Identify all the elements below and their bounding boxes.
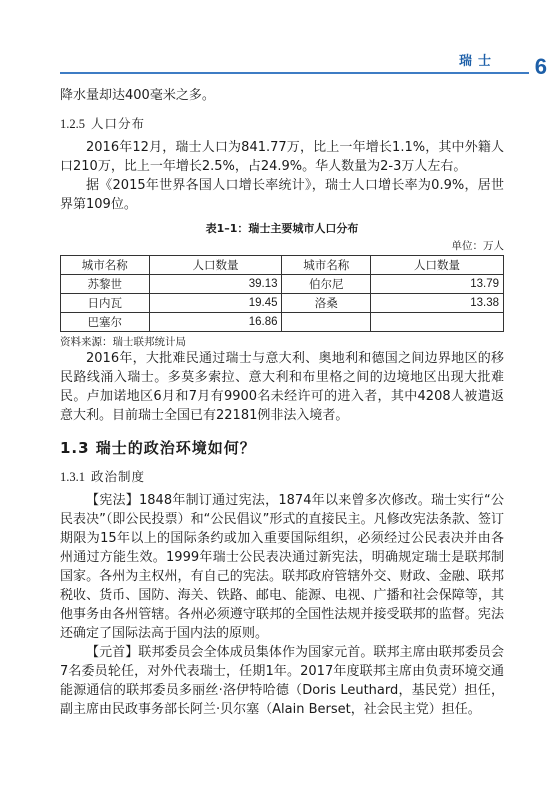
column-header: 城市名称: [61, 256, 150, 275]
page-number: 6: [534, 54, 547, 79]
table-row: [61, 313, 504, 332]
running-title: 瑞士: [458, 54, 497, 69]
population-value: 19.45: [149, 294, 282, 313]
heading-number: 1.2.5: [60, 117, 85, 131]
table-row: [61, 294, 504, 313]
heading-1-3-1: [60, 467, 504, 485]
heading-text: 人口分布: [91, 116, 146, 131]
paragraph-growth-rate: 据《2015年世界各国人口增长率统计》，瑞士人口增长率为0.9%，居世界第109位。: [60, 178, 504, 212]
table-header-row: [61, 256, 504, 275]
paragraph-population: 2016年12月，瑞士人口为841.77万，比上一年增长1.1%，其中外籍人口210万，比上一年增长2.5%，占24.9%。华人数量为2-3万人左右。: [60, 140, 504, 174]
population-value: 39.13: [149, 275, 282, 294]
population-value: [371, 313, 504, 332]
page-header: [0, 40, 559, 80]
column-header: 人口数量: [371, 256, 504, 275]
header-rule: [60, 72, 529, 74]
population-value: 16.86: [149, 313, 282, 332]
city-name: 伯尔尼: [282, 275, 371, 294]
city-name: 洛桑: [282, 294, 371, 313]
heading-text: 政治制度: [91, 469, 146, 484]
heading-1-3: 1.3 瑞士的政治环境如何？: [60, 439, 256, 457]
table-source: 资料来源：瑞士联邦统计局: [60, 336, 186, 348]
column-header: 城市名称: [282, 256, 371, 275]
table-unit: 单位：万人: [451, 240, 504, 252]
city-name: 巴塞尔: [61, 313, 150, 332]
city-name: 苏黎世: [61, 275, 150, 294]
page-content: [60, 86, 504, 719]
heading-1-2-5: [60, 114, 504, 132]
heading-number: 1.3.1: [60, 470, 85, 484]
population-value: 13.38: [371, 294, 504, 313]
paragraph-precipitation: 降水量却达400毫米之多。: [60, 88, 215, 103]
column-header: 人口数量: [149, 256, 282, 275]
city-name: 日内瓦: [61, 294, 150, 313]
paragraph-constitution: 【宪法】1848年制订通过宪法，1874年以来曾多次修改。瑞士实行“公民表决”（即公民投票）和“公民倡议”形式的直接民主。凡修改宪法条款、签订期限为15年以上的国际条约或加入重要国际组织，必须经过公民表决并由各州通过方能生效。1999年瑞士公民表决通过新宪法，明确规定瑞士是联邦制国家。各州为主权州，有自己的宪法。联邦政府管辖外交、财政、金融、联邦税收、货币、国防、海关、铁路、邮电、能源、电视、广播和社会保障等，其他事务由各州管辖。各州必须遵守联邦的全国性法规并接受联邦的监督。宪法还确定了国际法高于国内法的原则。: [60, 493, 504, 641]
city-name: [282, 313, 371, 332]
city-population-table: [60, 255, 504, 332]
paragraph-head-of-state: 【元首】联邦委员会全体成员集体作为国家元首。联邦主席由联邦委员会7名委员轮任，对外代表瑞士，任期1年。2017年度联邦主席由负责环境交通能源通信的联邦委员多丽丝·洛伊特哈德（Doris Leuthard，基民党）担任，副主席由民政事务部长阿兰·贝尔塞（Alain Berset，社会民主党）担任。: [60, 645, 504, 717]
paragraph-refugees: 2016年，大批难民通过瑞士与意大利、奥地利和德国之间边界地区的移民路线涌入瑞士。多莫多索拉、意大利和布里格之间的边境地区出现大批难民。卢加诺地区6月和7月有9900名未经许可的进入者，其中4208人被遣返意大利。目前瑞士全国已有22181例非法入境者。: [60, 351, 504, 423]
population-value: 13.79: [371, 275, 504, 294]
table-caption: 表1–1：瑞士主要城市人口分布: [205, 222, 359, 235]
table-row: [61, 275, 504, 294]
